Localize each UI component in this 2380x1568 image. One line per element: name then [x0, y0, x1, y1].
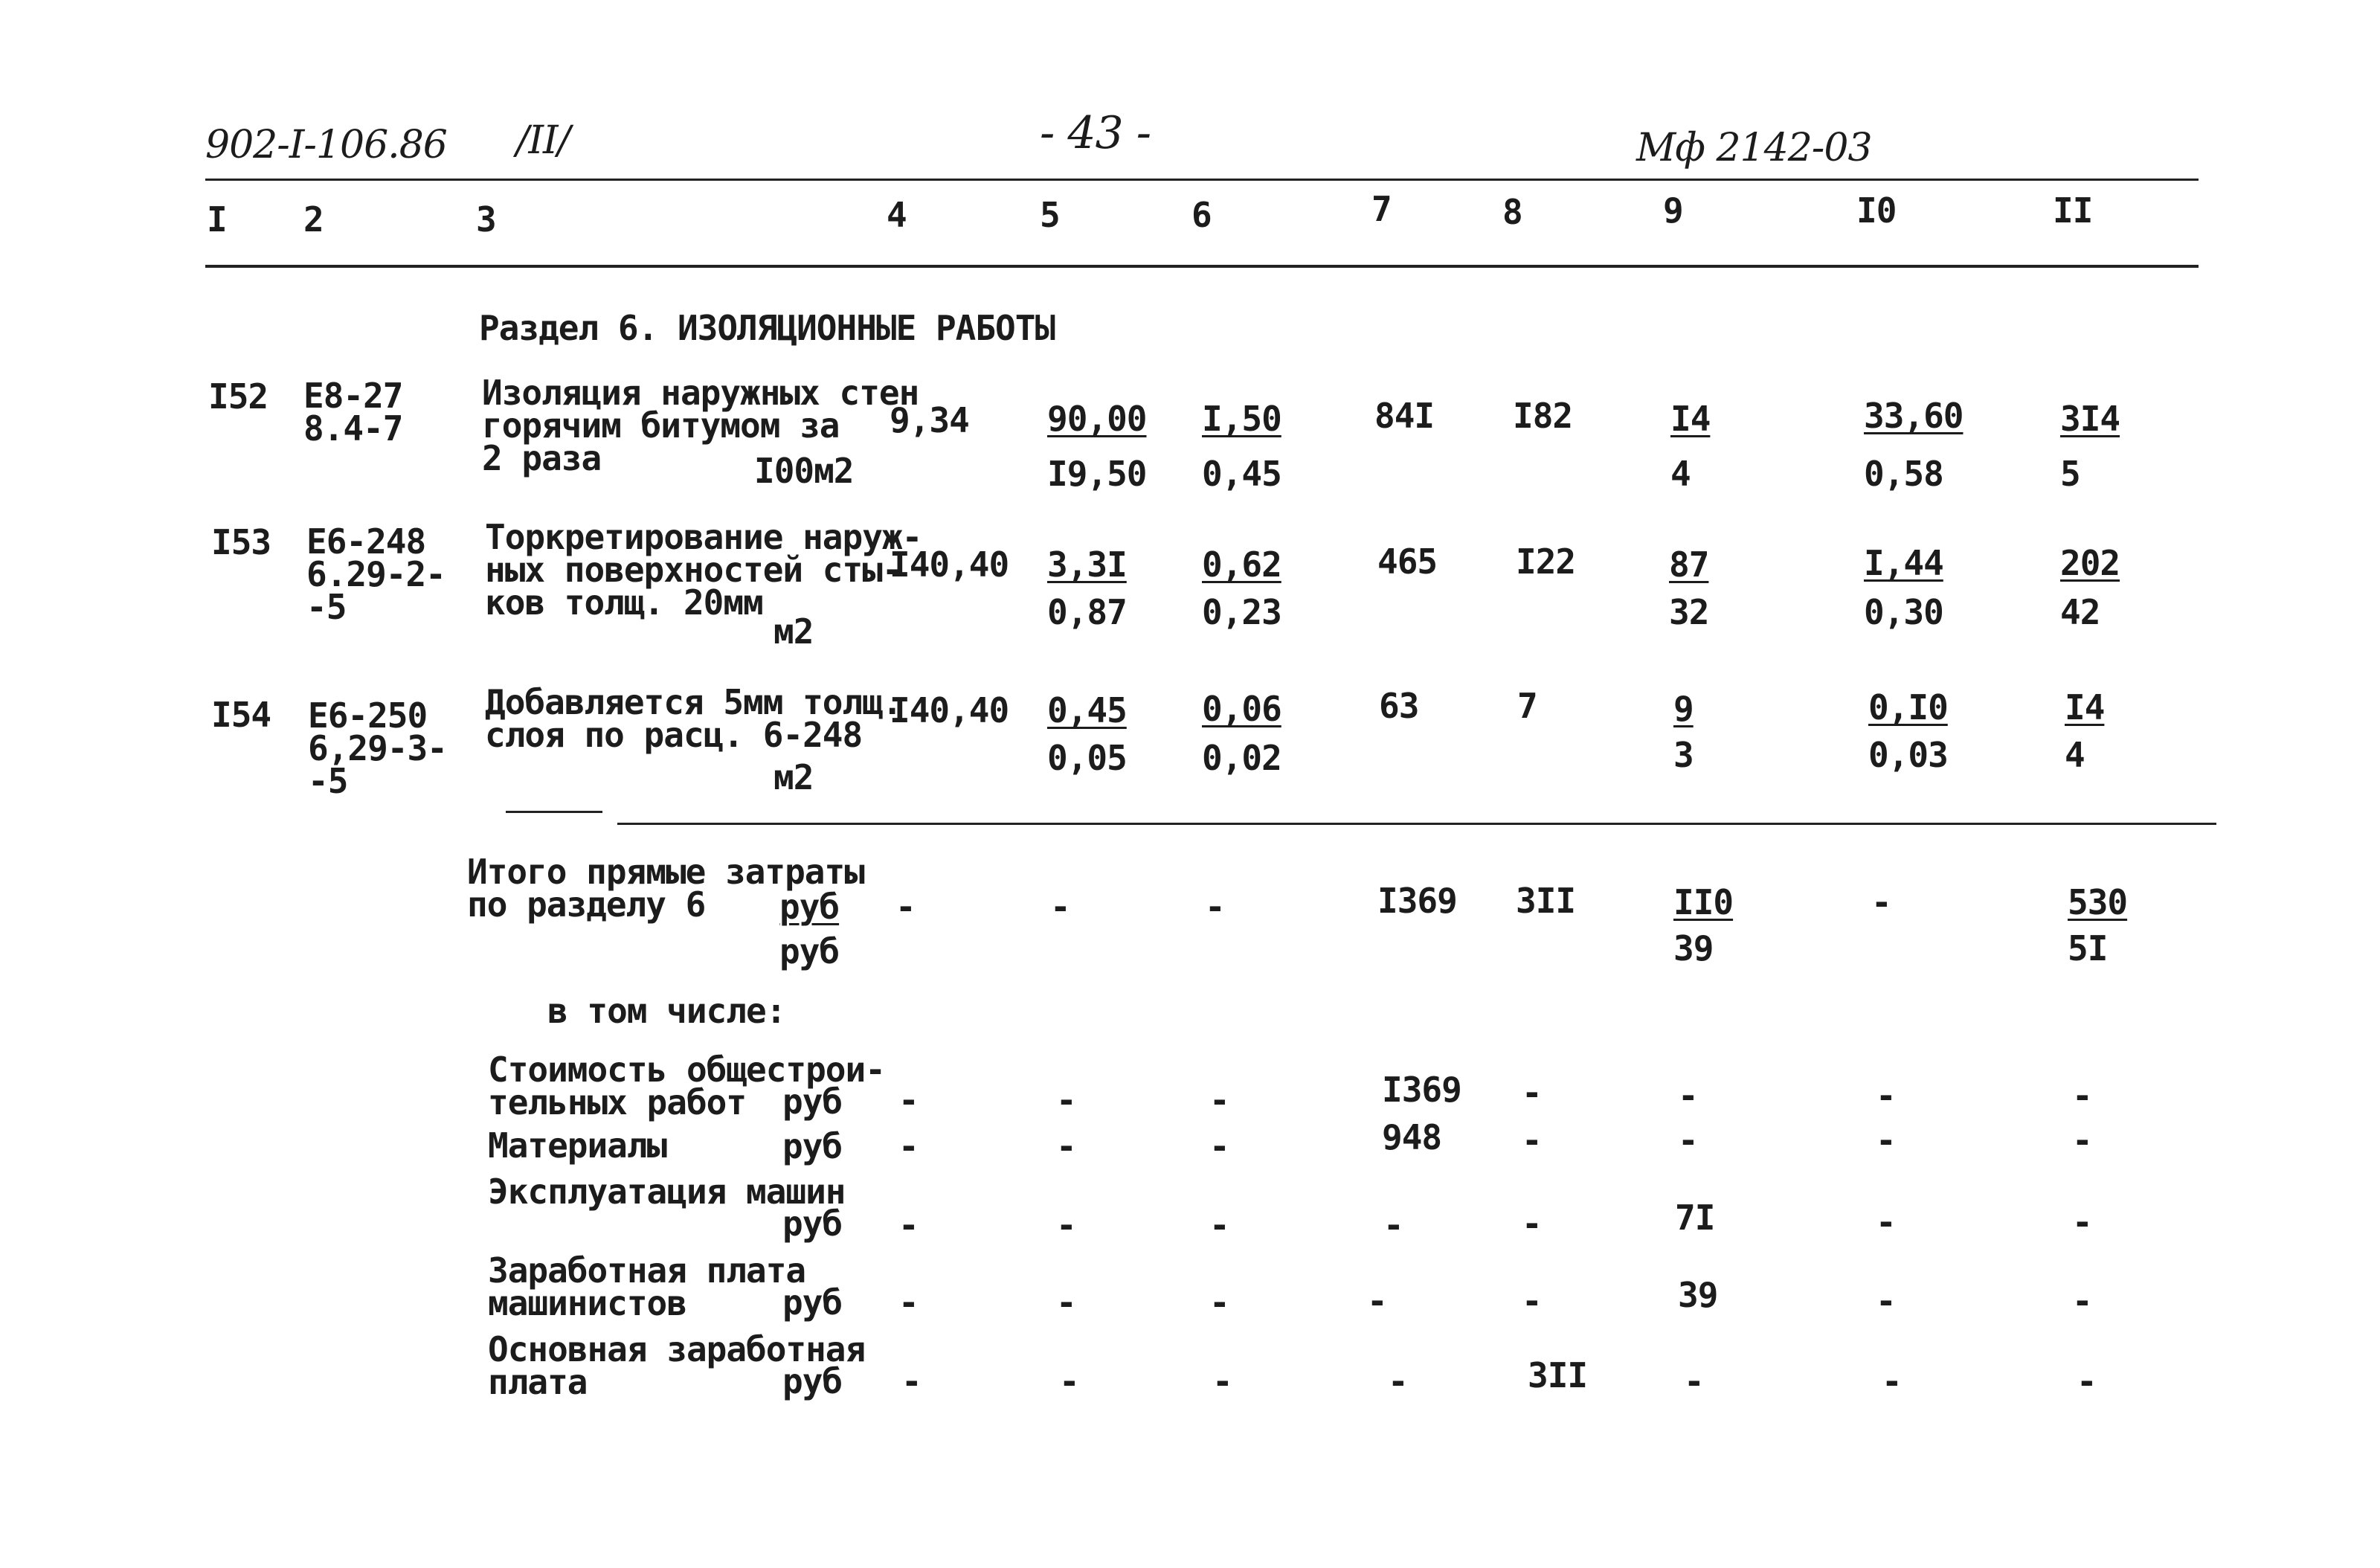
- breakdown-col5: -: [1056, 1126, 1076, 1166]
- column-number: 2: [303, 199, 324, 240]
- total-col4: -: [895, 887, 916, 927]
- breakdown-unit: руб: [782, 1204, 843, 1244]
- breakdown-col10: -: [1876, 1281, 1896, 1321]
- breakdown-unit: руб: [782, 1361, 843, 1401]
- breakdown-col9: -: [1678, 1120, 1698, 1160]
- labor-norm: 33,60: [1864, 396, 1964, 436]
- total-labor: 530: [2068, 882, 2128, 922]
- labor-norm-machinists: 0,03: [1868, 735, 1948, 775]
- breakdown-col9: 7I: [1675, 1198, 1715, 1238]
- breakdown-col7: -: [1367, 1281, 1387, 1321]
- including-label: в том числе:: [547, 991, 786, 1031]
- price-code: Е8-27 8.4-7: [303, 376, 403, 449]
- row-number: I53: [211, 522, 271, 562]
- column-number: 9: [1663, 190, 1683, 231]
- column-number: 6: [1191, 195, 1212, 235]
- column-number: I0: [1856, 190, 1897, 231]
- work-description: Торкретирование наруж- ных поверхностей сты- ков толщ. 20мм: [485, 517, 922, 623]
- column-number: I: [207, 199, 227, 240]
- total-basic-wages: 3II: [1516, 881, 1576, 921]
- breakdown-label: Стоимость общестрои- тельных работ: [488, 1050, 885, 1122]
- breakdown-col11: -: [2077, 1361, 2097, 1401]
- header-bottom-rule: [205, 265, 2199, 268]
- breakdown-col7: -: [1383, 1205, 1403, 1245]
- breakdown-unit: руб: [782, 1082, 843, 1122]
- unit: I00м2: [754, 451, 854, 491]
- price-code: Е6-250 6,29-3- -5: [308, 695, 447, 801]
- breakdown-col9: 39: [1678, 1275, 1718, 1315]
- total-machinist-wages: 39: [1673, 928, 1714, 968]
- total-cost: 84I: [1374, 396, 1435, 436]
- machine-cost: 87: [1669, 544, 1709, 585]
- breakdown-col9: -: [1678, 1076, 1698, 1116]
- total-col10: -: [1871, 882, 1891, 922]
- row-number: I54: [211, 695, 271, 735]
- unit-price-wages: 0,05: [1047, 738, 1127, 778]
- breakdown-col6: -: [1209, 1282, 1229, 1323]
- labor-total: 3I4: [2060, 399, 2120, 439]
- breakdown-label: Эксплуатация машин: [488, 1172, 846, 1212]
- unit-price-machinists: 0,02: [1202, 738, 1281, 778]
- quantity: I40,40: [890, 544, 1009, 585]
- machine-cost: I4: [1670, 399, 1711, 439]
- breakdown-col8: 3II: [1528, 1355, 1588, 1395]
- unit-price-machines: 0,62: [1202, 544, 1281, 585]
- breakdown-unit: руб: [782, 1126, 843, 1166]
- unit-price-machinists: 0,45: [1202, 454, 1281, 494]
- column-number: 8: [1502, 192, 1522, 232]
- unit-price-total: 90,00: [1047, 399, 1147, 439]
- unit-price-wages: 0,87: [1047, 592, 1127, 632]
- album-number: /II/: [516, 118, 570, 163]
- breakdown-col4: -: [898, 1080, 919, 1120]
- total-labor-machinists: 5I: [2068, 928, 2108, 968]
- breakdown-col6: -: [1209, 1126, 1229, 1166]
- total-label: Итого прямые затраты по разделу 6: [467, 852, 864, 925]
- unit: м2: [774, 757, 814, 797]
- breakdown-col10: -: [1882, 1361, 1902, 1401]
- basic-wages: I82: [1513, 396, 1573, 436]
- column-number: 3: [476, 199, 496, 240]
- total-machine-cost: II0: [1673, 882, 1734, 922]
- price-code: Е6-248 6.29-2- -5: [306, 521, 446, 627]
- document-code: 902-I-106.86: [205, 123, 447, 167]
- unit: м2: [774, 611, 814, 652]
- breakdown-label: Материалы: [488, 1125, 667, 1166]
- total-col6: -: [1205, 887, 1225, 927]
- unit-price-machines: I,50: [1202, 399, 1281, 439]
- labor-norm-machinists: 0,30: [1864, 592, 1943, 632]
- column-number: 7: [1371, 189, 1392, 229]
- breakdown-col8: -: [1522, 1204, 1542, 1244]
- breakdown-col10: -: [1876, 1202, 1896, 1242]
- basic-wages: I22: [1516, 542, 1576, 582]
- breakdown-col7: 948: [1382, 1117, 1442, 1157]
- breakdown-col11: -: [2072, 1120, 2092, 1160]
- breakdown-col5: -: [1056, 1282, 1076, 1323]
- breakdown-col8: -: [1522, 1281, 1542, 1321]
- machinist-wages: 3: [1673, 735, 1694, 775]
- breakdown-col9: -: [1684, 1361, 1704, 1401]
- total-unit: руб: [779, 887, 840, 927]
- total-unit: руб: [779, 931, 840, 971]
- total-col5: -: [1050, 887, 1070, 927]
- breakdown-unit: руб: [782, 1282, 843, 1323]
- work-description: Добавляется 5мм толщ. слоя по расц. 6-248: [485, 682, 902, 755]
- labor-norm: I,44: [1864, 543, 1943, 583]
- unit-price-total: 0,45: [1047, 690, 1127, 730]
- unit-price-total: 3,3I: [1047, 544, 1127, 585]
- labor-total-machinists: 4: [2065, 735, 2085, 775]
- total-cost: 465: [1377, 542, 1438, 582]
- unit-price-machines: 0,06: [1202, 689, 1281, 729]
- breakdown-col7: I369: [1382, 1070, 1461, 1110]
- quantity: I40,40: [890, 690, 1009, 730]
- header-top-rule: [205, 179, 2199, 181]
- labor-total-machinists: 42: [2060, 592, 2100, 632]
- breakdown-col4: -: [901, 1361, 922, 1401]
- breakdown-label: Основная заработная плата: [488, 1329, 866, 1402]
- labor-total: I4: [2065, 687, 2105, 727]
- breakdown-label: Заработная плата машинистов: [488, 1250, 806, 1323]
- breakdown-col8: -: [1522, 1120, 1542, 1160]
- work-description: Изоляция наружных стен горячим битумом за 2 раза: [482, 373, 919, 478]
- column-number: II: [2053, 190, 2093, 231]
- breakdown-col7: -: [1388, 1361, 1408, 1401]
- unit-price-wages: I9,50: [1047, 454, 1147, 494]
- machinist-wages: 4: [1670, 454, 1691, 494]
- labor-total: 202: [2060, 543, 2120, 583]
- column-number: 4: [887, 195, 907, 235]
- row-number: I52: [208, 376, 268, 417]
- breakdown-col6: -: [1212, 1361, 1232, 1401]
- breakdown-col10: -: [1876, 1120, 1896, 1160]
- page-number: - 43 -: [1040, 107, 1151, 159]
- labor-total-machinists: 5: [2060, 454, 2080, 494]
- breakdown-col6: -: [1209, 1080, 1229, 1120]
- breakdown-col4: -: [898, 1126, 919, 1166]
- reference-code: Мф 2142-03: [1636, 126, 1872, 170]
- labor-norm-machinists: 0,58: [1864, 454, 1943, 494]
- breakdown-col11: -: [2072, 1281, 2092, 1321]
- machinist-wages: 32: [1669, 592, 1709, 632]
- breakdown-col11: -: [2072, 1202, 2092, 1242]
- breakdown-col4: -: [898, 1205, 919, 1245]
- breakdown-col11: -: [2072, 1076, 2092, 1116]
- breakdown-col8: -: [1522, 1073, 1542, 1113]
- section-end-rule: [506, 811, 602, 813]
- section-title: Раздел 6. ИЗОЛЯЦИОННЫЕ РАБОТЫ: [479, 308, 1055, 348]
- breakdown-col6: -: [1209, 1205, 1229, 1245]
- breakdown-col5: -: [1056, 1205, 1076, 1245]
- breakdown-col10: -: [1876, 1076, 1896, 1116]
- unit-price-machinists: 0,23: [1202, 592, 1281, 632]
- labor-norm: 0,I0: [1868, 687, 1948, 727]
- breakdown-col5: -: [1056, 1080, 1076, 1120]
- machine-cost: 9: [1673, 689, 1694, 729]
- quantity: 9,34: [890, 400, 969, 440]
- breakdown-col4: -: [898, 1282, 919, 1323]
- breakdown-col5: -: [1059, 1361, 1079, 1401]
- total-cost: I369: [1377, 881, 1457, 921]
- total-cost: 63: [1379, 686, 1419, 726]
- column-number: 5: [1040, 195, 1060, 235]
- basic-wages: 7: [1517, 686, 1537, 726]
- totals-rule: [617, 823, 2216, 825]
